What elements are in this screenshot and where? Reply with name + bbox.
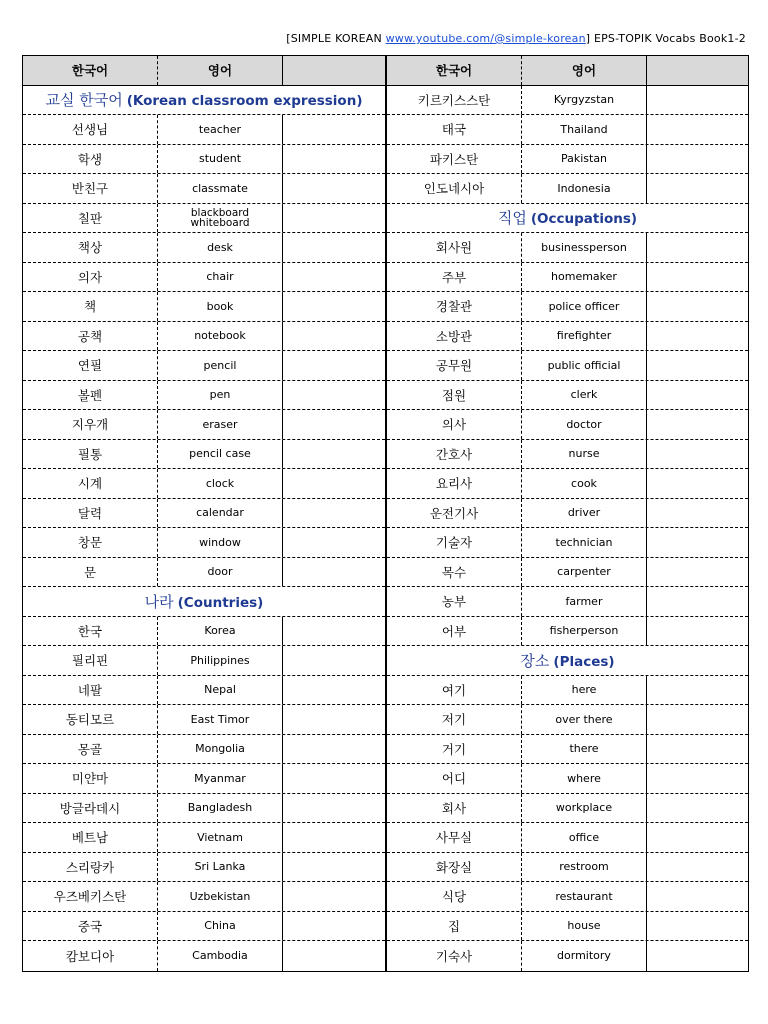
vocab-row xyxy=(23,115,385,145)
vocab-row xyxy=(23,499,385,529)
english-word: Cambodia xyxy=(158,941,283,971)
blank-notes-cell xyxy=(283,941,385,971)
english-word: window xyxy=(158,528,283,557)
vocab-row xyxy=(23,381,385,411)
vocab-row xyxy=(387,882,748,912)
english-word: cook xyxy=(522,469,647,498)
english-word: workplace xyxy=(522,794,647,823)
column-header-row xyxy=(23,56,385,86)
korean-word: 스리랑카 xyxy=(23,853,158,882)
english-word: pen xyxy=(158,381,283,410)
korean-word: 저기 xyxy=(387,705,522,734)
korean-word: 베트남 xyxy=(23,823,158,852)
vocab-table xyxy=(22,55,749,972)
section-title-ko: 나라 xyxy=(144,592,174,611)
korean-word: 경찰관 xyxy=(387,292,522,321)
blank-notes-cell xyxy=(647,322,748,351)
blank-notes-cell xyxy=(283,440,385,469)
english-word: China xyxy=(158,912,283,941)
blank-notes-cell xyxy=(283,735,385,764)
column-header-row xyxy=(387,56,748,86)
vocab-row xyxy=(387,469,748,499)
english-word: technician xyxy=(522,528,647,557)
korean-word: 태국 xyxy=(387,115,522,144)
vocab-row xyxy=(23,233,385,263)
vocab-row xyxy=(387,351,748,381)
blank-notes-cell xyxy=(283,882,385,911)
korean-word: 회사원 xyxy=(387,233,522,262)
korean-word: 파키스탄 xyxy=(387,145,522,174)
vocab-row xyxy=(23,941,385,971)
english-word: Nepal xyxy=(158,676,283,705)
blank-notes-cell xyxy=(283,145,385,174)
english-word: dormitory xyxy=(522,941,647,971)
youtube-link[interactable]: www.youtube.com/@simple-korean xyxy=(385,32,586,45)
korean-word: 식당 xyxy=(387,882,522,911)
english-word-line: whiteboard xyxy=(190,216,250,229)
blank-notes-cell xyxy=(283,764,385,793)
korean-word: 기숙사 xyxy=(387,941,522,971)
blank-notes-cell xyxy=(647,351,748,380)
english-word: driver xyxy=(522,499,647,528)
blank-notes-cell xyxy=(647,86,748,115)
english-word: chair xyxy=(158,263,283,292)
english-word: Korea xyxy=(158,617,283,646)
english-word: businessperson xyxy=(522,233,647,262)
korean-word: 인도네시아 xyxy=(387,174,522,203)
vocab-row xyxy=(387,233,748,263)
english-column-header: 영어 xyxy=(522,56,647,85)
english-word: over there xyxy=(522,705,647,734)
blank-notes-cell xyxy=(283,263,385,292)
blank-notes-cell xyxy=(647,705,748,734)
section-header-classroom xyxy=(23,86,385,116)
english-word: clock xyxy=(158,469,283,498)
vocab-row xyxy=(23,912,385,942)
vocab-row xyxy=(387,941,748,971)
vocab-row xyxy=(387,440,748,470)
english-word: nurse xyxy=(522,440,647,469)
english-word: there xyxy=(522,735,647,764)
blank-notes-cell xyxy=(283,499,385,528)
document-header xyxy=(286,32,746,45)
blank-notes-cell xyxy=(647,410,748,439)
korean-word: 점원 xyxy=(387,381,522,410)
english-column-header: 영어 xyxy=(158,56,283,85)
blank-notes-cell xyxy=(647,145,748,174)
blank-notes-cell xyxy=(647,233,748,262)
english-word: fisherperson xyxy=(522,617,647,646)
blank-notes-cell xyxy=(647,587,748,616)
vocab-row xyxy=(387,853,748,883)
vocab-row xyxy=(23,764,385,794)
blank-notes-cell xyxy=(647,469,748,498)
vocab-row xyxy=(23,646,385,676)
english-word: book xyxy=(158,292,283,321)
blank-notes-cell xyxy=(647,558,748,587)
section-header-countries xyxy=(23,587,385,617)
english-word: Philippines xyxy=(158,646,283,675)
english-word: teacher xyxy=(158,115,283,144)
left-column xyxy=(23,56,387,971)
korean-word: 공무원 xyxy=(387,351,522,380)
vocab-row xyxy=(23,322,385,352)
korean-word: 주부 xyxy=(387,263,522,292)
korean-word: 키르키스스탄 xyxy=(387,86,522,115)
english-word: Uzbekistan xyxy=(158,882,283,911)
vocab-row xyxy=(387,410,748,440)
section-header-places xyxy=(387,646,748,676)
vocab-row xyxy=(387,322,748,352)
english-word: Kyrgyzstan xyxy=(522,86,647,115)
blank-column-header xyxy=(647,56,748,85)
korean-word: 선생님 xyxy=(23,115,158,144)
english-word: public official xyxy=(522,351,647,380)
section-title-en: (Occupations) xyxy=(530,211,638,228)
blank-notes-cell xyxy=(647,823,748,852)
blank-notes-cell xyxy=(647,794,748,823)
english-word: notebook xyxy=(158,322,283,351)
section-title-en: (Korean classroom expression) xyxy=(126,93,363,110)
english-word: East Timor xyxy=(158,705,283,734)
blank-notes-cell xyxy=(647,174,748,203)
english-word: office xyxy=(522,823,647,852)
korean-word: 여기 xyxy=(387,676,522,705)
section-header-occupations xyxy=(387,204,748,234)
vocab-row xyxy=(387,823,748,853)
blank-notes-cell xyxy=(647,528,748,557)
section-title-ko: 교실 한국어 xyxy=(45,91,123,110)
english-word: Myanmar xyxy=(158,764,283,793)
blank-notes-cell xyxy=(647,735,748,764)
section-title-ko: 직업 xyxy=(497,209,527,228)
blank-notes-cell xyxy=(283,528,385,557)
korean-word: 칠판 xyxy=(23,204,158,233)
english-word: Vietnam xyxy=(158,823,283,852)
blank-notes-cell xyxy=(647,292,748,321)
korean-word: 책 xyxy=(23,292,158,321)
english-word: pencil xyxy=(158,351,283,380)
section-title-en: (Places) xyxy=(553,653,615,670)
vocab-row xyxy=(387,145,748,175)
korean-word: 달력 xyxy=(23,499,158,528)
blank-notes-cell xyxy=(283,558,385,587)
korean-word: 기술자 xyxy=(387,528,522,557)
vocab-row xyxy=(23,204,385,234)
blank-notes-cell xyxy=(647,617,748,646)
vocab-row xyxy=(387,794,748,824)
vocab-row xyxy=(387,617,748,647)
vocab-row xyxy=(387,764,748,794)
english-word: house xyxy=(522,912,647,941)
english-word xyxy=(158,204,283,233)
english-word: restroom xyxy=(522,853,647,882)
vocab-row xyxy=(387,735,748,765)
vocab-row xyxy=(387,705,748,735)
english-word: pencil case xyxy=(158,440,283,469)
blank-notes-cell xyxy=(283,351,385,380)
vocab-row xyxy=(387,912,748,942)
english-word: doctor xyxy=(522,410,647,439)
vocab-row xyxy=(23,469,385,499)
blank-notes-cell xyxy=(283,705,385,734)
vocab-row xyxy=(23,528,385,558)
korean-word: 학생 xyxy=(23,145,158,174)
vocab-row xyxy=(387,528,748,558)
english-word: farmer xyxy=(522,587,647,616)
korean-word: 캄보디아 xyxy=(23,941,158,971)
english-word: here xyxy=(522,676,647,705)
english-word: Pakistan xyxy=(522,145,647,174)
korean-word: 지우개 xyxy=(23,410,158,439)
korean-word: 중국 xyxy=(23,912,158,941)
vocab-row xyxy=(387,174,748,204)
korean-word: 사무실 xyxy=(387,823,522,852)
vocab-row xyxy=(387,499,748,529)
blank-notes-cell xyxy=(283,174,385,203)
vocab-row xyxy=(23,794,385,824)
blank-notes-cell xyxy=(283,469,385,498)
korean-word: 공책 xyxy=(23,322,158,351)
vocab-row xyxy=(23,292,385,322)
blank-notes-cell xyxy=(283,233,385,262)
vocab-row xyxy=(387,676,748,706)
korean-word: 동티모르 xyxy=(23,705,158,734)
blank-notes-cell xyxy=(283,204,385,233)
vocab-row xyxy=(23,735,385,765)
vocab-row xyxy=(23,882,385,912)
blank-notes-cell xyxy=(283,823,385,852)
blank-notes-cell xyxy=(647,882,748,911)
korean-word: 농부 xyxy=(387,587,522,616)
vocab-row xyxy=(23,440,385,470)
korean-word: 집 xyxy=(387,912,522,941)
korean-word: 회사 xyxy=(387,794,522,823)
vocab-row xyxy=(23,676,385,706)
english-word: Mongolia xyxy=(158,735,283,764)
vocab-row xyxy=(23,705,385,735)
blank-notes-cell xyxy=(283,115,385,144)
blank-notes-cell xyxy=(647,912,748,941)
korean-word: 의자 xyxy=(23,263,158,292)
korean-word: 필리핀 xyxy=(23,646,158,675)
korean-column-header: 한국어 xyxy=(387,56,522,85)
vocab-row xyxy=(23,351,385,381)
english-word: Thailand xyxy=(522,115,647,144)
blank-notes-cell xyxy=(647,263,748,292)
english-word: clerk xyxy=(522,381,647,410)
korean-word: 반친구 xyxy=(23,174,158,203)
english-word: carpenter xyxy=(522,558,647,587)
vocab-row xyxy=(23,617,385,647)
blank-notes-cell xyxy=(283,617,385,646)
blank-notes-cell xyxy=(283,292,385,321)
english-word: Indonesia xyxy=(522,174,647,203)
english-word: where xyxy=(522,764,647,793)
vocab-row xyxy=(387,86,748,116)
blank-notes-cell xyxy=(647,764,748,793)
korean-word: 운전기사 xyxy=(387,499,522,528)
blank-notes-cell xyxy=(647,115,748,144)
blank-notes-cell xyxy=(647,941,748,971)
english-word: homemaker xyxy=(522,263,647,292)
korean-word: 몽골 xyxy=(23,735,158,764)
korean-word: 책상 xyxy=(23,233,158,262)
korean-word: 방글라데시 xyxy=(23,794,158,823)
blank-notes-cell xyxy=(647,676,748,705)
korean-column-header: 한국어 xyxy=(23,56,158,85)
vocab-row xyxy=(23,823,385,853)
korean-word: 우즈베키스탄 xyxy=(23,882,158,911)
korean-word: 요리사 xyxy=(387,469,522,498)
english-word: calendar xyxy=(158,499,283,528)
korean-word: 어디 xyxy=(387,764,522,793)
english-word-line: blackboard xyxy=(190,206,250,219)
vocab-row xyxy=(23,410,385,440)
korean-word: 연필 xyxy=(23,351,158,380)
english-word: desk xyxy=(158,233,283,262)
english-word: Bangladesh xyxy=(158,794,283,823)
korean-word: 필통 xyxy=(23,440,158,469)
blank-notes-cell xyxy=(283,676,385,705)
blank-column-header xyxy=(283,56,385,85)
blank-notes-cell xyxy=(647,499,748,528)
korean-word: 미얀마 xyxy=(23,764,158,793)
blank-notes-cell xyxy=(283,646,385,675)
vocab-row xyxy=(23,853,385,883)
english-word: student xyxy=(158,145,283,174)
korean-word: 어부 xyxy=(387,617,522,646)
vocab-row xyxy=(387,381,748,411)
blank-notes-cell xyxy=(283,381,385,410)
vocab-row xyxy=(387,292,748,322)
blank-notes-cell xyxy=(647,440,748,469)
korean-word: 화장실 xyxy=(387,853,522,882)
vocab-row xyxy=(387,558,748,588)
blank-notes-cell xyxy=(647,853,748,882)
english-word: police officer xyxy=(522,292,647,321)
english-word: restaurant xyxy=(522,882,647,911)
header-suffix: ] EPS-TOPIK Vocabs Book1-2 xyxy=(585,32,746,45)
korean-word: 한국 xyxy=(23,617,158,646)
english-word: classmate xyxy=(158,174,283,203)
korean-word: 시계 xyxy=(23,469,158,498)
korean-word: 거기 xyxy=(387,735,522,764)
korean-word: 문 xyxy=(23,558,158,587)
korean-word: 의사 xyxy=(387,410,522,439)
english-word: eraser xyxy=(158,410,283,439)
korean-word: 간호사 xyxy=(387,440,522,469)
english-word: door xyxy=(158,558,283,587)
section-title-ko: 장소 xyxy=(520,651,550,670)
section-title-en: (Countries) xyxy=(177,594,264,611)
blank-notes-cell xyxy=(647,381,748,410)
vocab-row xyxy=(23,145,385,175)
vocab-row xyxy=(387,587,748,617)
right-column xyxy=(387,56,748,971)
korean-word: 창문 xyxy=(23,528,158,557)
blank-notes-cell xyxy=(283,322,385,351)
vocab-row xyxy=(387,115,748,145)
vocab-row xyxy=(23,263,385,293)
blank-notes-cell xyxy=(283,794,385,823)
header-prefix: [SIMPLE KOREAN xyxy=(286,32,382,45)
blank-notes-cell xyxy=(283,410,385,439)
korean-word: 볼펜 xyxy=(23,381,158,410)
blank-notes-cell xyxy=(283,912,385,941)
korean-word: 목수 xyxy=(387,558,522,587)
korean-word: 네팔 xyxy=(23,676,158,705)
english-word: Sri Lanka xyxy=(158,853,283,882)
vocab-row xyxy=(387,263,748,293)
vocab-row xyxy=(23,558,385,588)
blank-notes-cell xyxy=(283,853,385,882)
vocab-row xyxy=(23,174,385,204)
korean-word: 소방관 xyxy=(387,322,522,351)
english-word: firefighter xyxy=(522,322,647,351)
